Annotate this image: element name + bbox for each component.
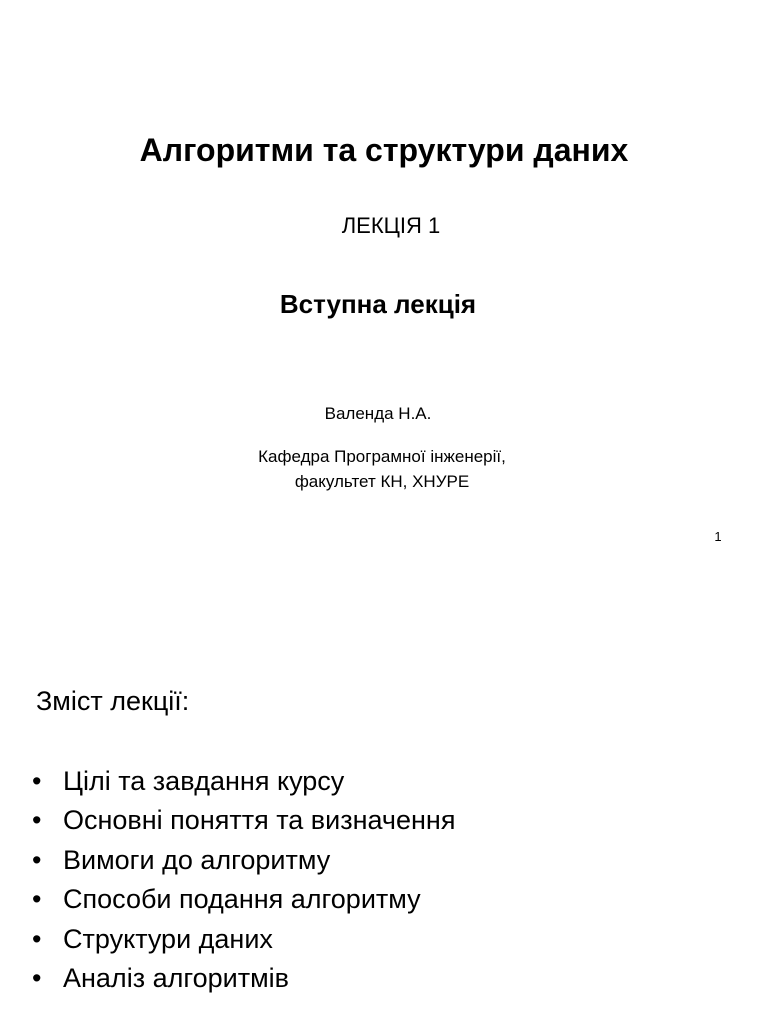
- bullet-icon: •: [32, 805, 42, 836]
- bullet-icon: •: [32, 923, 42, 954]
- page-number: 1: [714, 529, 722, 544]
- contents-heading: Зміст лекції:: [36, 686, 190, 716]
- list-item-text: Цілі та завдання курсу: [63, 766, 345, 796]
- list-item-text: Вимоги до алгоритму: [63, 844, 331, 875]
- list-item: [32, 841, 455, 880]
- author-name: Валенда Н.А.: [324, 404, 432, 423]
- affiliation-line-faculty: факультет КН, ХНУРЕ: [294, 472, 470, 491]
- slide-subtitle: Вступна лекція: [279, 289, 477, 319]
- bullet-icon: •: [32, 844, 42, 875]
- list-item: [32, 920, 455, 959]
- bullet-icon: •: [32, 766, 42, 796]
- affiliation-line-department: Кафедра Програмної інженерії,: [258, 447, 506, 466]
- lecture-number: ЛЕКЦІЯ 1: [341, 213, 441, 238]
- list-item: [32, 959, 455, 998]
- slide-title: Алгоритми та структури даних: [139, 132, 629, 168]
- bullet-icon: •: [32, 963, 42, 994]
- list-item-text: Аналіз алгоритмів: [63, 963, 289, 994]
- list-item: [32, 762, 455, 801]
- author-affiliation: [0, 444, 764, 494]
- contents-slide: [0, 576, 768, 1024]
- list-item: [32, 801, 455, 840]
- list-item-text: Основні поняття та визначення: [63, 805, 456, 836]
- list-item-text: Способи подання алгоритму: [63, 884, 421, 915]
- bullet-icon: •: [32, 884, 42, 915]
- list-item-text: Структури даних: [63, 923, 273, 954]
- contents-list: [32, 762, 455, 998]
- list-item: [32, 880, 455, 919]
